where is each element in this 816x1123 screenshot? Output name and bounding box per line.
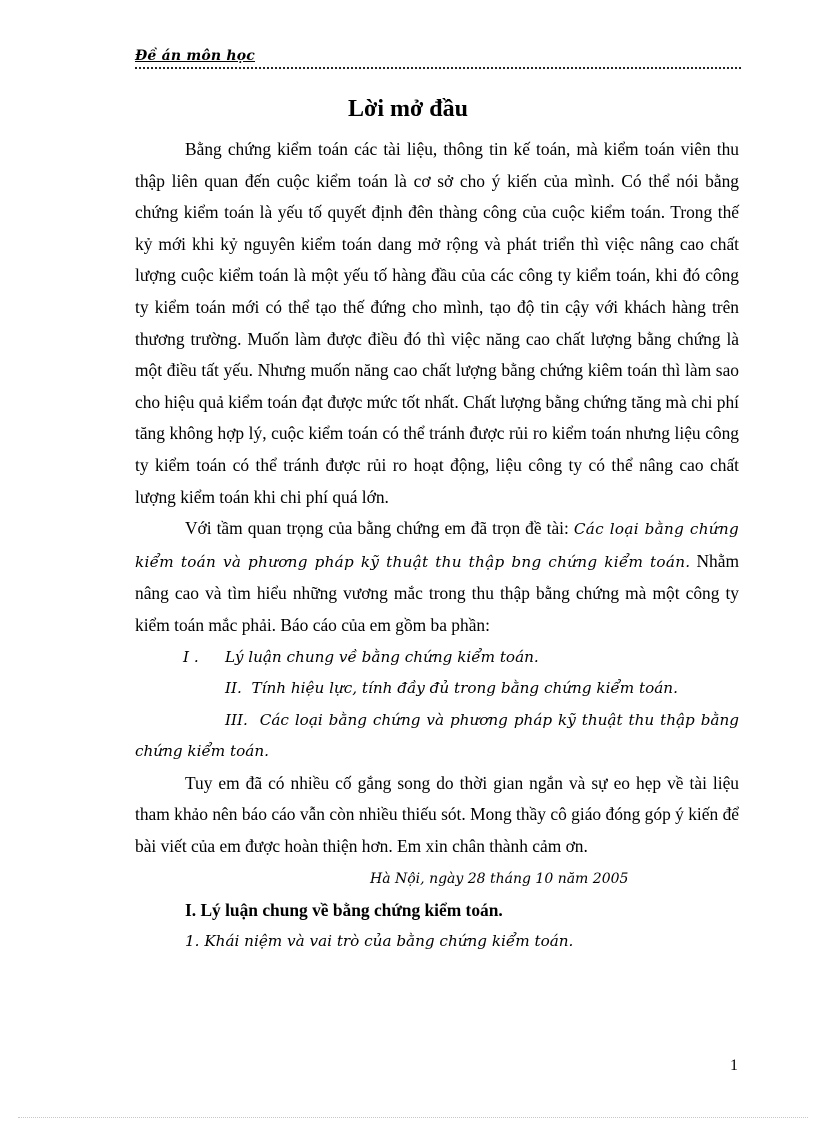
outline-item-number: III. xyxy=(225,710,248,729)
outline-item-1 xyxy=(135,642,739,674)
paragraph-2-rest: Nhằm nâng cao và tìm hiểu những vương mắc trong thu thập bằng chứng mà một công ty kiểm toán mắc phải. Báo cáo của em gồm ba phần: xyxy=(135,550,740,635)
page-title: Lời mở đầu xyxy=(348,96,468,122)
outline-item-number: II. xyxy=(225,679,242,698)
header-text: Đề án môn học xyxy=(135,48,255,64)
outline-item-text: Các loại bằng chứng và phương pháp kỹ thuật thu thập bằng chứng kiểm toán. xyxy=(135,710,739,761)
page-number: 1 xyxy=(730,1057,738,1074)
outline-item-2 xyxy=(135,673,739,705)
section-heading: I. Lý luận chung về bằng chứng kiểm toán. xyxy=(185,899,503,920)
signature-date: Hà Nội, ngày 28 tháng 10 năm 2005 xyxy=(370,870,629,887)
page-header xyxy=(135,47,741,69)
intro-paragraph-2 xyxy=(135,513,739,641)
document-body xyxy=(135,134,739,958)
intro-paragraph-1: Bằng chứng kiểm toán các tài liệu, thông tin kế toán, mà kiểm toán viên thu thập liên quan đến cuộc kiểm toán là cơ sở cho ý kiến của mình. Có thể nói bằng chứng kiểm toán là yếu tố quyết định đên thàng công của cuộc kiểm toán. Trong thế kỷ mới khi kỷ nguyên kiểm toán dang mở rộng và phát triển thì việc nâng cao chất lượng cuộc kiểm toán là một yếu tố hàng đầu của các công ty kiểm toán, khi đó công ty kiểm toán mới có thể tạo thế đứng cho mình, tạo độ tin cậy với khách hàng trên thương trường. Muốn làm được điều đó thì việc năng cao chất lượng bằng chứng là một điều tất yếu. Nhưng muốn năng cao chất lượng bằng chứng kiêm toán thì làm sao cho hiệu quả kiểm toán đạt được mức tốt nhất. Chất lượng bằng chứng tăng mà chi phí tăng không hợp lý, cuộc kiểm toán có thể tránh được rủi ro kiểm toán nhưng liệu công ty kiểm toán có thể tránh được rủi ro hoạt động, liệu công ty có thể nâng cao chất lượng kiểm toán khi chi phí quá lớn. xyxy=(135,139,739,507)
paragraph-2-lead: Với tầm quan trọng của bằng chứng em đã trọn đề tài: xyxy=(185,518,574,539)
topic-title: Các loại bằng chứng kiểm toán và phương pháp kỹ thuật thu thập bng chứng kiểm toán. xyxy=(135,520,739,571)
page-break-divider xyxy=(18,1117,808,1118)
intro-paragraph-3: Tuy em đã có nhiều cố gắng song do thời gian ngắn và sự eo hẹp về tài liệu tham khảo nên báo cáo vẫn còn nhiều thiếu sót. Mong thầy cô giáo đóng góp ý kiến để bài viết của em được hoàn thiện hơn. Em xin chân thành cảm ơn. xyxy=(135,772,739,857)
outline-item-3 xyxy=(135,705,739,768)
outline-item-text: Lý luận chung về bằng chứng kiểm toán. xyxy=(225,647,539,666)
outline-item-text: Tính hiệu lực, tính đầy đủ trong bằng chứng kiểm toán. xyxy=(251,679,678,698)
subsection-heading: 1. Khái niệm và vai trò của bằng chứng kiểm toán. xyxy=(185,932,574,951)
outline-item-number: I . xyxy=(183,647,199,666)
